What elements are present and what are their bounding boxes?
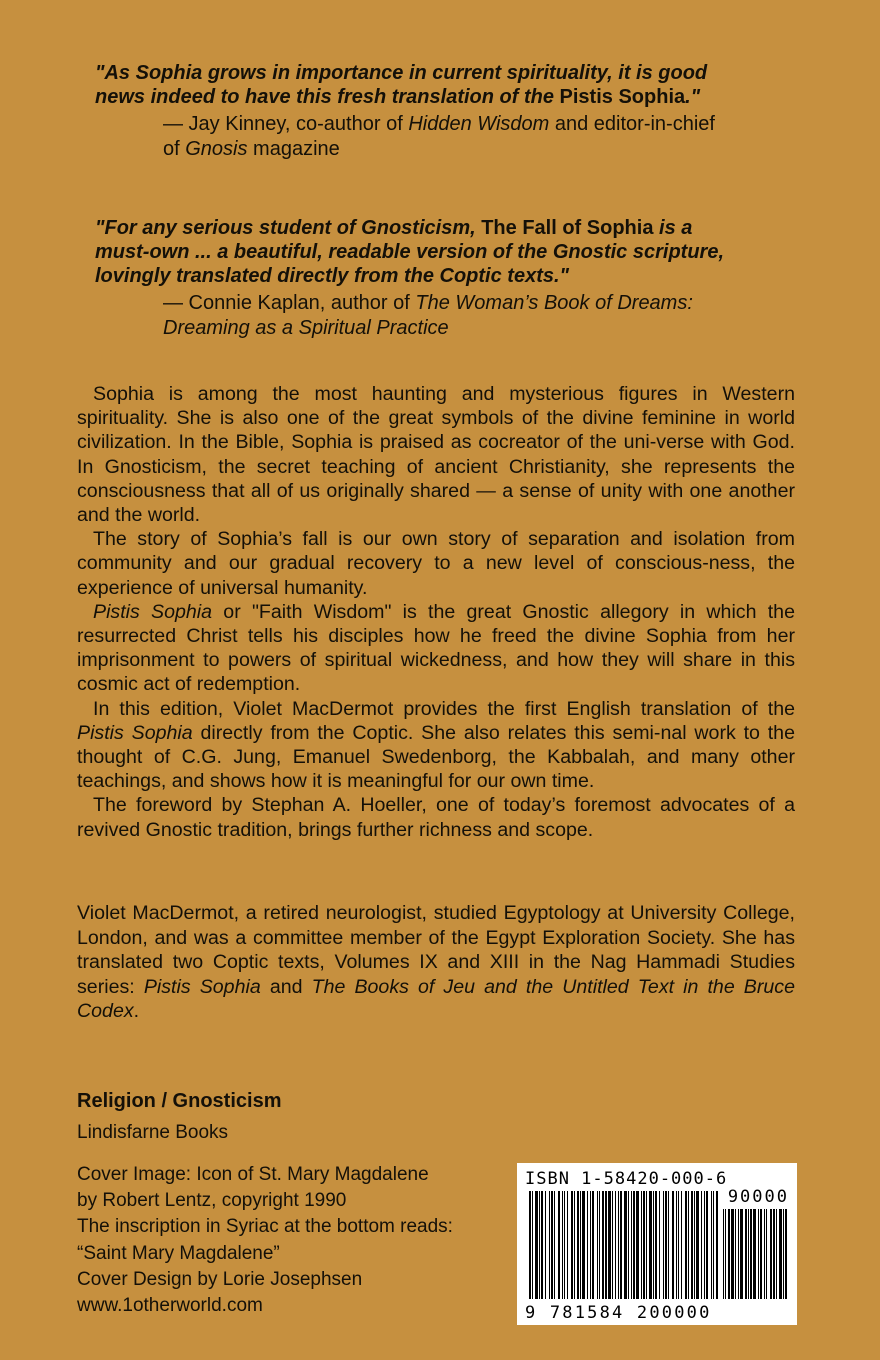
barcode-bar xyxy=(776,1209,777,1299)
barcode-bar xyxy=(558,1191,560,1299)
barcode-bar xyxy=(735,1209,736,1299)
barcode-bar xyxy=(551,1191,553,1299)
barcode-bar xyxy=(659,1191,660,1299)
barcode-bar xyxy=(636,1191,639,1299)
barcode-bar xyxy=(643,1191,645,1299)
barcode-bar xyxy=(631,1191,632,1299)
barcode-bar xyxy=(549,1191,550,1299)
barcode-bar xyxy=(649,1191,652,1299)
barcode-bar xyxy=(641,1191,642,1299)
barcode-bar xyxy=(608,1191,611,1299)
barcode-bar xyxy=(701,1191,702,1299)
endorsement-quote-2 xyxy=(95,216,815,288)
barcode-bar xyxy=(624,1191,627,1299)
description-paragraph-1: Sophia is among the most haunting and mysterious figures in Western spirituality. She is also one of the great symbols of the divine feminine in world civilization. In the Bible, Sophia is praised as cocreator of the uni-verse with God. In Gnosticism, the secret teaching of ancient Christianity, she represents the consciousness that all of us originally shared — a sense of unity with one another and the world. xyxy=(77,383,795,527)
barcode-bar xyxy=(711,1191,712,1299)
barcode-bar xyxy=(725,1209,726,1299)
barcode-bar xyxy=(750,1209,752,1299)
description-paragraph-5: The foreword by Stephan A. Hoeller, one of today’s foremost advocates of a revived Gnostic tradition, brings further richness and scope. xyxy=(77,794,795,841)
barcode-bar xyxy=(723,1209,724,1299)
barcode-bar xyxy=(665,1191,667,1299)
barcode-bar xyxy=(716,1191,718,1299)
barcode-bar xyxy=(577,1191,579,1299)
quote-1-attribution: — Jay Kinney, co-author of Hidden Wisdom and editor-in-chief of Gnosis magazine xyxy=(163,113,715,160)
barcode-bar xyxy=(602,1191,604,1299)
barcode-bar xyxy=(760,1209,762,1299)
barcode-bar xyxy=(587,1191,588,1299)
barcode-bar xyxy=(770,1209,772,1299)
barcode-bar xyxy=(779,1209,782,1299)
barcode-bar xyxy=(545,1191,546,1299)
barcode-bar xyxy=(668,1191,669,1299)
credit-line: Cover Design by Lorie Josephsen xyxy=(77,1268,363,1290)
barcode-bar xyxy=(539,1191,540,1299)
barcode-bar xyxy=(748,1209,749,1299)
barcode-bar xyxy=(731,1209,734,1299)
barcode-bar xyxy=(691,1191,693,1299)
description-paragraph-4: In this edition, Violet MacDermot provides the first English translation of the Pistis Sophia directly from the Coptic. She also relates this semi-nal work to the thought of C.G. Jung, Emanuel Swedenborg, the Kabbalah, and many other teachings, and shows how it is meaningful for our own time. xyxy=(77,697,795,793)
barcode-bar xyxy=(574,1191,575,1299)
subject-category: Religion / Gnosticism xyxy=(77,1090,282,1112)
barcode-bar xyxy=(685,1191,687,1299)
barcode-bar xyxy=(773,1209,775,1299)
barcode-bar xyxy=(532,1191,533,1299)
barcode-bar xyxy=(663,1191,664,1299)
barcode-bar xyxy=(764,1209,765,1299)
barcode-bar xyxy=(728,1209,730,1299)
quote-2-attribution: — Connie Kaplan, author of The Woman’s Book of Dreams: Dreaming as a Spiritual Practice xyxy=(163,292,693,339)
barcode-bar xyxy=(678,1191,679,1299)
barcode-bar xyxy=(653,1191,654,1299)
barcode-bar xyxy=(620,1191,622,1299)
credit-line: Cover Image: Icon of St. Mary Magdalene xyxy=(77,1164,429,1185)
barcode-bar xyxy=(541,1191,543,1299)
publisher-name: Lindisfarne Books xyxy=(77,1122,229,1143)
barcode-bar xyxy=(694,1191,695,1299)
quote-1-line-2: news indeed to have this fresh translation of the Pistis Sophia." xyxy=(95,86,701,108)
barcode-bar xyxy=(564,1191,565,1299)
cover-credits xyxy=(77,1162,517,1319)
barcode-bar xyxy=(597,1191,598,1299)
credit-line: “Saint Mary Magdalene” xyxy=(77,1242,280,1264)
barcode-bar xyxy=(681,1191,682,1299)
barcode-bar xyxy=(688,1191,689,1299)
ean-number: 9 781584 200000 xyxy=(525,1303,712,1323)
barcode-bar xyxy=(713,1191,714,1299)
barcode-bar xyxy=(758,1209,759,1299)
book-description xyxy=(77,382,795,842)
barcode-bar xyxy=(745,1209,747,1299)
barcode-bar xyxy=(599,1191,600,1299)
barcode-bar xyxy=(783,1209,784,1299)
barcode-bar xyxy=(672,1191,674,1299)
barcode-bar xyxy=(766,1209,767,1299)
barcode-bar xyxy=(785,1209,787,1299)
barcode-bar xyxy=(590,1191,591,1299)
quote-2-line-2: must-own ... a beautiful, readable version of the Gnostic scripture, xyxy=(95,241,725,263)
quote-1-line-1: "As Sophia grows in importance in current spirituality, it is good xyxy=(95,62,708,84)
barcode-bar xyxy=(633,1191,635,1299)
author-bio: Violet MacDermot, a retired neurologist, studied Egyptology at University College, London, and was a committee member of the Egypt Exploration Society. She has translated two Coptic texts, Volumes IX and XIII in the Nag Hammadi Studies series: Pistis Sophia and The Books of Jeu and the Untitled Text in the Bruce Codex. xyxy=(77,902,795,1022)
barcode-bar xyxy=(646,1191,647,1299)
credit-line: by Robert Lentz, copyright 1990 xyxy=(77,1190,347,1212)
quote-2-line-1: "For any serious student of Gnosticism, The Fall of Sophia is a xyxy=(95,217,693,239)
quote-2-book-title: The Fall of Sophia xyxy=(481,217,654,239)
barcode-bar xyxy=(696,1191,699,1299)
endorsement-quote-1 xyxy=(95,61,815,109)
barcode-bar xyxy=(615,1191,616,1299)
barcode-bar xyxy=(567,1191,568,1299)
description-paragraph-2: The story of Sophia’s fall is our own story of separation and isolation from community and our gradual recovery to a new level of conscious-ness, the experience of universal humanity. xyxy=(77,528,795,599)
barcode-bar xyxy=(582,1191,585,1299)
description-paragraph-3: Pistis Sophia or "Faith Wisdom" is the great Gnostic allegory in which the resurrected Christ tells his disciples how he freed the divine Sophia from her imprisonment to powers of spiritual wickedness, and how they will share in this cosmic act of redemption. xyxy=(77,600,795,696)
barcode-bar xyxy=(554,1191,555,1299)
isbn-number: ISBN 1-58420-000-6 xyxy=(525,1169,728,1189)
barcode-bar xyxy=(676,1191,677,1299)
barcode-bar xyxy=(562,1191,563,1299)
credit-line: The inscription in Syriac at the bottom reads: xyxy=(77,1216,453,1238)
barcode-bar xyxy=(618,1191,619,1299)
barcode-bar xyxy=(535,1191,538,1299)
barcode-bar xyxy=(628,1191,629,1299)
website-url: www.1otherworld.com xyxy=(77,1295,263,1317)
barcode-bar xyxy=(740,1209,743,1299)
quote-1-book-title: Pistis Sophia xyxy=(559,86,686,108)
barcode-bar xyxy=(753,1209,756,1299)
barcode-bar xyxy=(580,1191,581,1299)
barcode-bar xyxy=(529,1191,531,1299)
barcode-bar xyxy=(738,1209,739,1299)
barcode-bar xyxy=(605,1191,607,1299)
isbn-barcode xyxy=(517,1163,797,1325)
barcode-bar xyxy=(704,1191,705,1299)
barcode-bar xyxy=(571,1191,573,1299)
barcode-bar xyxy=(612,1191,613,1299)
barcode-bar xyxy=(706,1191,708,1299)
barcode-bar xyxy=(592,1191,594,1299)
price-code: 90000 xyxy=(727,1187,789,1207)
quote-2-line-3: lovingly translated directly from the Coptic texts." xyxy=(95,265,570,287)
barcode-bar xyxy=(655,1191,657,1299)
